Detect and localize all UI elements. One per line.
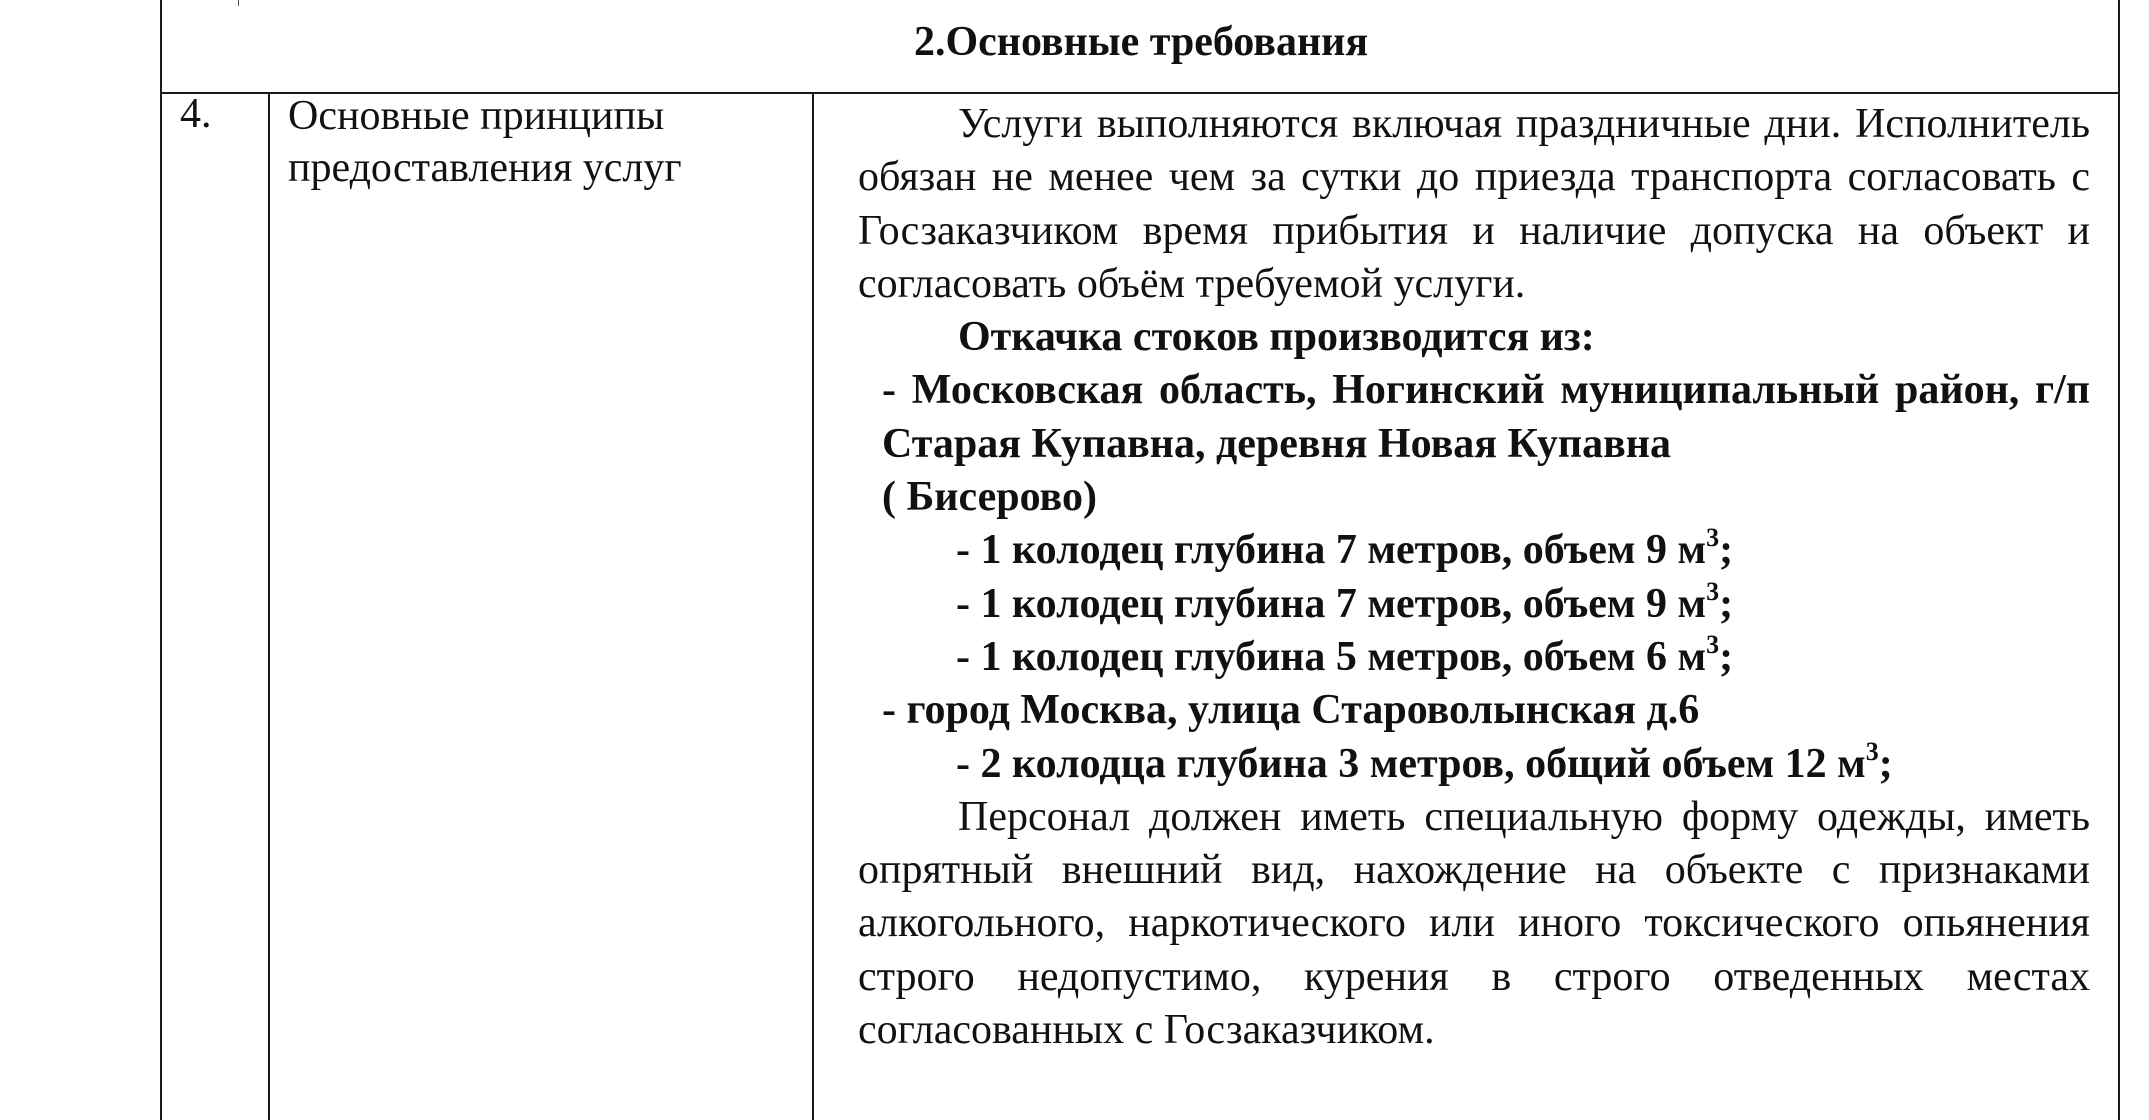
- pumping-heading: Откачка стоков производится из:: [958, 314, 1595, 361]
- row-number: 4.: [180, 91, 212, 137]
- location-1: [858, 364, 2090, 471]
- well-item-1: [858, 524, 2090, 577]
- table-border-right: [2118, 0, 2120, 1120]
- well-item-3-text: - 1 колодец глубина 5 метров, объем 6 м: [956, 633, 1707, 680]
- semicolon: ;: [1719, 633, 1734, 680]
- well-item-1-text: - 1 колодец глубина 7 метров, объем 9 м: [956, 527, 1707, 574]
- semicolon: ;: [1719, 527, 1734, 574]
- row-name: Основные принципы предоставления услуг: [288, 93, 682, 191]
- paragraph-schedule: Услуги выполняются включая праздничные дни. Исполнитель обязан не менее чем за сутки до приезда транспорта согласовать с Госзаказчиком время прибытия и наличие допуска на объект и согласовать объём требуемой услуги.: [858, 101, 2090, 307]
- location-1-suffix: ( Бисерово): [882, 474, 1097, 521]
- paragraph-staff: Персонал должен иметь специальную форму одежды, иметь опрятный внешний вид, нахождение на объекте с признаками алкогольного, наркотического или иного токсического опьянения строго недопустимо, курения в строго отведенных местах согласованных с Госзаказчиком.: [858, 793, 2090, 1054]
- column-divider-1: [268, 92, 270, 1120]
- well-item-4-text: - 2 колодца глубина 3 метров, общий объем 12 м: [956, 740, 1866, 787]
- scan-mark: [238, 0, 239, 6]
- well-item-3: [858, 631, 2090, 684]
- table-border-left: [160, 0, 162, 1120]
- cubic-superscript: 3: [1706, 523, 1720, 553]
- cubic-superscript: 3: [1865, 736, 1879, 766]
- semicolon: ;: [1878, 740, 1893, 787]
- cubic-superscript: 3: [1706, 629, 1720, 659]
- location-1-text: - Московская область, Ногинский муниципальный район, г/п Старая Купавна, деревня Новая Купавна: [882, 367, 2090, 467]
- row-description: [858, 98, 2090, 1057]
- section-title: 2.Основные требования: [913, 19, 1369, 65]
- column-divider-2: [812, 92, 814, 1120]
- cubic-superscript: 3: [1706, 576, 1720, 606]
- well-item-2: [858, 578, 2090, 631]
- well-item-4: [858, 738, 2090, 791]
- semicolon: ;: [1719, 580, 1734, 627]
- location-2: - город Москва, улица Староволынская д.6: [882, 687, 1700, 734]
- well-item-2-text: - 1 колодец глубина 7 метров, объем 9 м: [956, 580, 1707, 627]
